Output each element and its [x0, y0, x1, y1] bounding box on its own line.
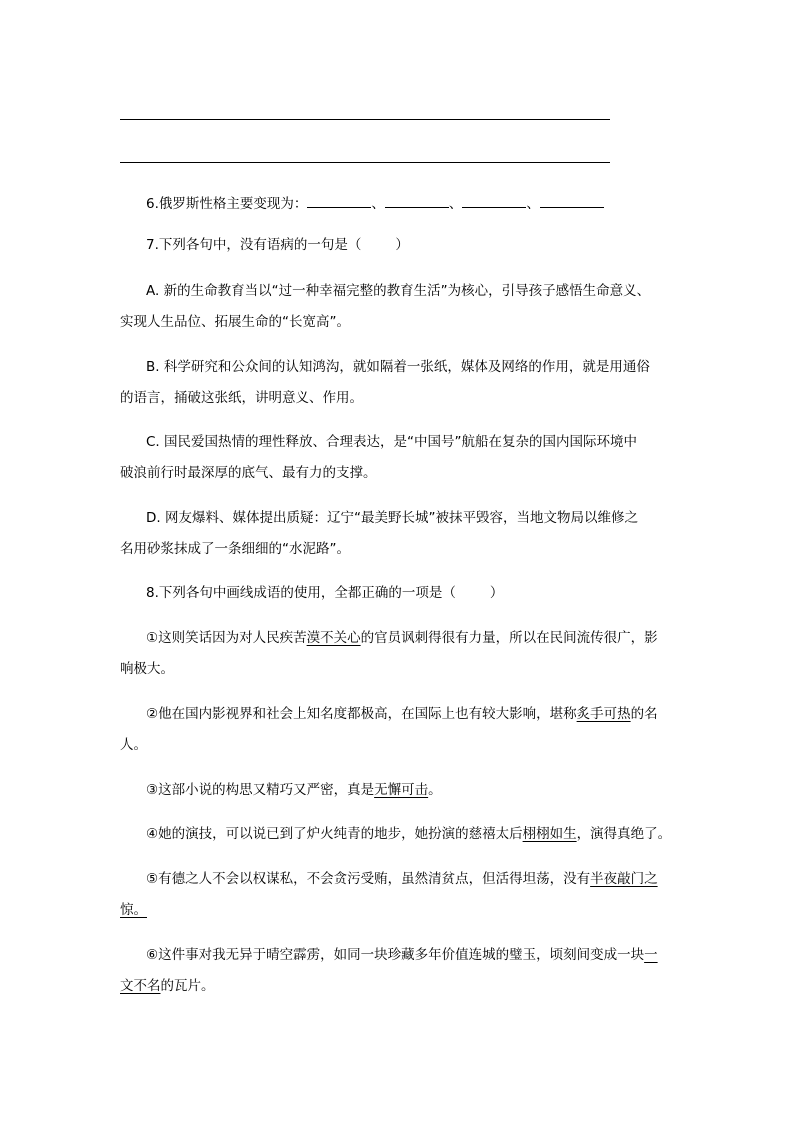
option-b-cont: 的语言，捅破这张纸，讲明意义、作用。: [120, 390, 363, 406]
underlined-idiom: 惊。: [120, 902, 147, 918]
answer-blank: [385, 206, 449, 208]
underlined-idiom: 栩栩如生: [522, 826, 577, 842]
underlined-idiom: 漠不关心: [306, 630, 361, 646]
option-a: A. 新的生命教育当以“过一种幸福完整的教育生活”为核心，引导孩子感悟生命意义、: [146, 283, 651, 299]
underlined-idiom: 炙手可热: [576, 706, 631, 722]
answer-line: [120, 119, 610, 120]
answer-blank: [462, 206, 526, 208]
question-7-stem: 7.下列各句中，没有语病的一句是（ ）: [146, 237, 409, 253]
sentence-5: ⑤有德之人不会以权谋私，不会贪污受贿，虽然清贫点，但活得坦荡，没有半夜敲门之: [146, 871, 658, 887]
option-d-cont: 名用砂浆抹成了一条细细的“水泥路”。: [120, 541, 350, 557]
answer-line: [120, 162, 610, 163]
sentence-2-cont: 人。: [120, 737, 147, 753]
sentence-6-cont: 文不名的瓦片。: [120, 978, 215, 994]
underlined-idiom: 一: [644, 947, 658, 963]
question-8-stem: 8.下列各句中画线成语的使用，全都正确的一项是（ ）: [146, 585, 504, 601]
sentence-4: ④她的演技，可以说已到了炉火纯青的地步，她扮演的慈禧太后栩栩如生，演得真绝了。: [146, 826, 672, 842]
option-c: C. 国民爱国热情的理性释放、合理表达，是“中国号”航船在复杂的国内国际环境中: [146, 434, 637, 450]
option-b: B. 科学研究和公众间的认知鸿沟，就如隔着一张纸，媒体及网络的作用，就是用通俗: [146, 359, 650, 375]
underlined-idiom: 无懈可击: [374, 782, 429, 798]
sentence-6: ⑥这件事对我无异于晴空霹雳，如同一块珍藏多年价值连城的璧玉，顷刻间变成一块一: [146, 947, 658, 963]
sentence-5-cont: [120, 900, 680, 920]
answer-blank: [307, 206, 371, 208]
answer-blank: [540, 206, 604, 208]
question-6: 6.俄罗斯性格主要变现为： 、 、 、: [146, 194, 706, 214]
underlined-idiom: 文不名: [120, 978, 161, 994]
question-6-text: 6.俄罗斯性格主要变现为：: [146, 196, 308, 212]
option-c-cont: 破浪前行时最深厚的底气、最有力的支撑。: [120, 465, 377, 481]
sentence-1-cont: 响极大。: [120, 661, 174, 677]
sentence-3: ③这部小说的构思又精巧又严密，真是无懈可击。: [146, 782, 442, 798]
option-d: D. 网友爆料、媒体提出质疑：辽宁“最美野长城”被抹平毁容，当地文物局以维修之: [146, 510, 638, 526]
sentence-2: ②他在国内影视界和社会上知名度都极高，在国际上也有较大影响，堪称炙手可热的名: [146, 706, 658, 722]
sentence-1: ①这则笑话因为对人民疾苦漠不关心的官员讽刺得很有力量，所以在民间流传很广，影: [146, 630, 658, 646]
underlined-idiom: 半夜敲门之: [590, 871, 658, 887]
option-a-cont: 实现人生品位、拓展生命的“长宽高”。: [120, 314, 350, 330]
